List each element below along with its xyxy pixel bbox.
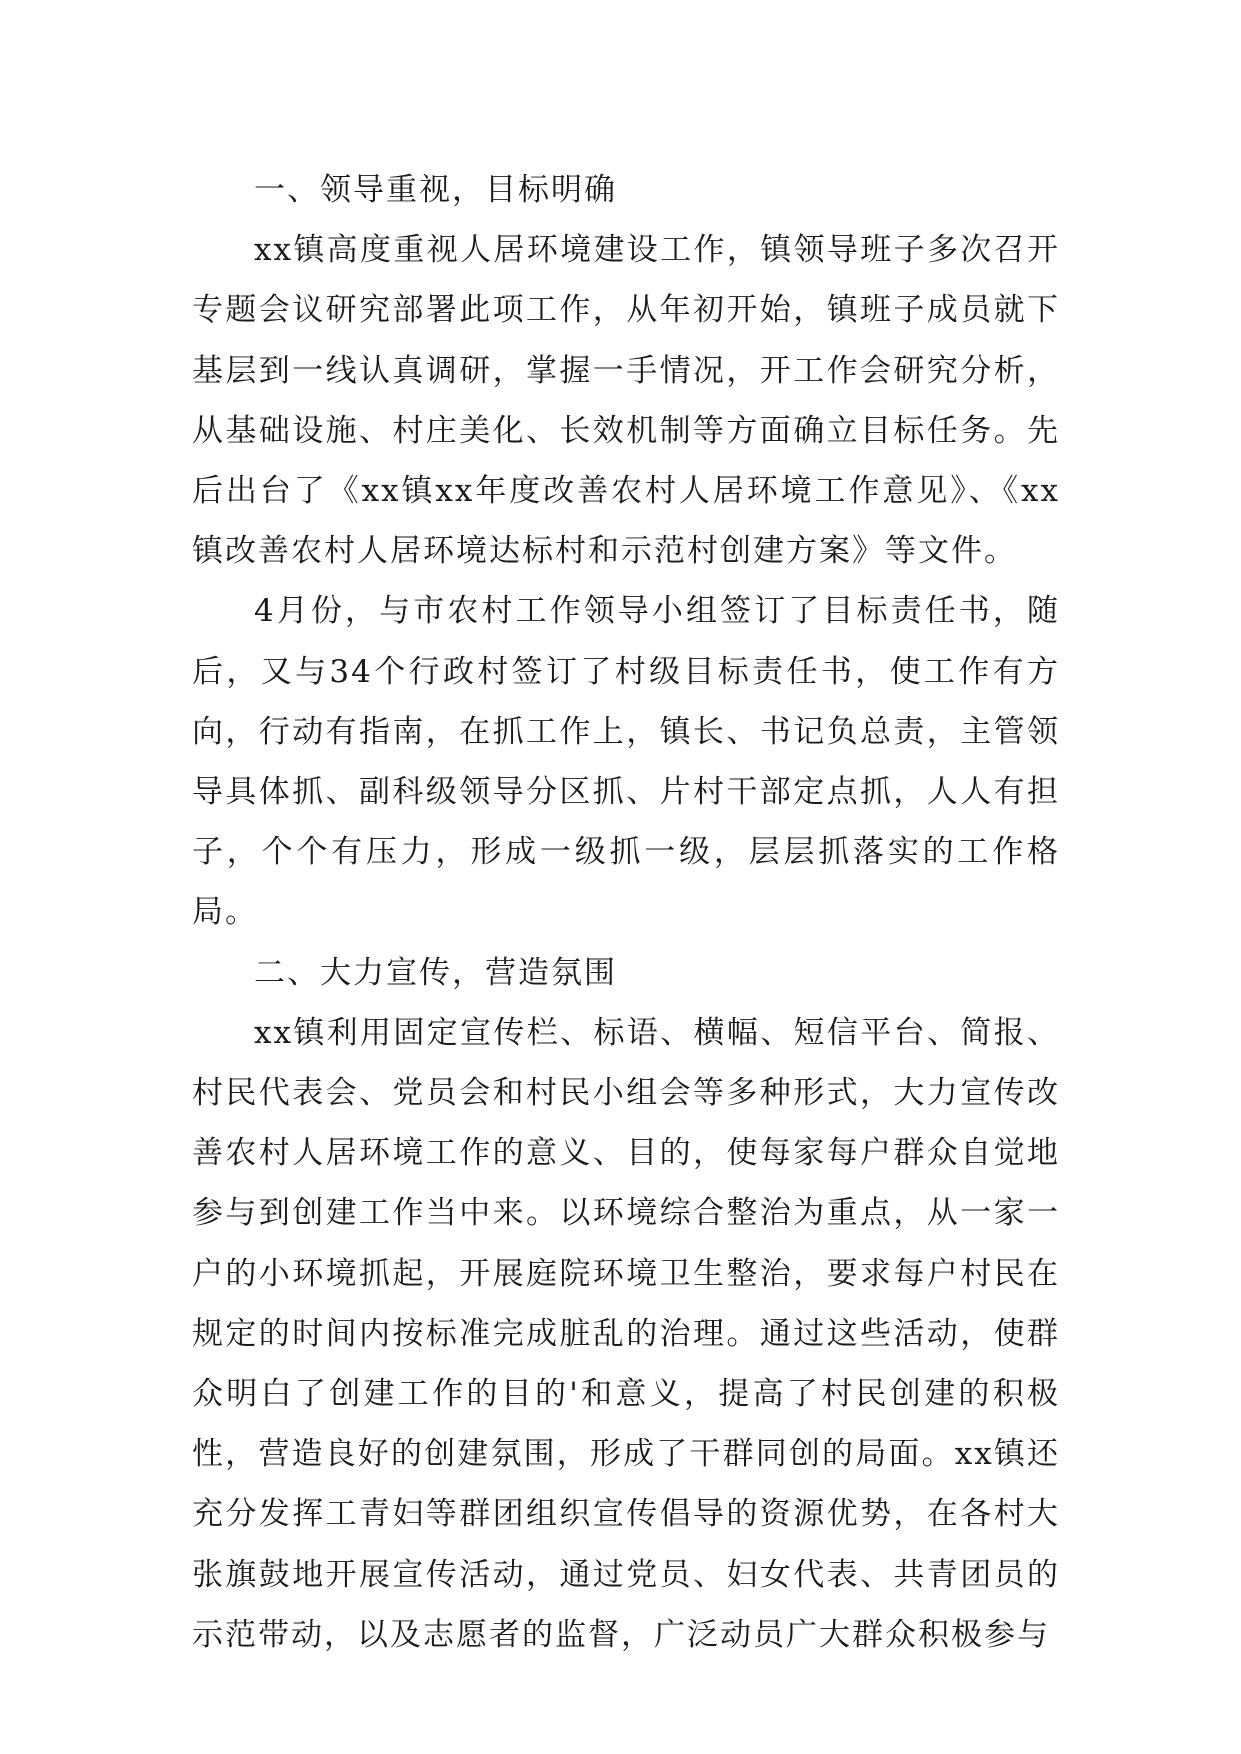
document-body xyxy=(192,160,1060,1665)
section-heading-2: 二、大力宣传，营造氛围 xyxy=(254,954,617,991)
paragraph-3: xx镇利用固定宣传栏、标语、横幅、短信平台、简报、村民代表会、党员会和村民小组会等多种形式，大力宣传改善农村人居环境工作的意义、目的，使每家每户群众自觉地参与到创建工作当中来。以环境综合整治为重点，从一家一户的小环境抓起，开展庭院环境卫生整治，要求每户村民在规定的时间内按标准完成脏乱的治理。通过这些活动，使群众明白了创建工作的目的'和意义，提高了村民创建的积极性，营造良好的创建氛围，形成了干群同创的局面。xx镇还充分发挥工青妇等群团组织宣传倡导的资源优势，在各村大张旗鼓地开展宣传活动，通过党员、妇女代表、共青团员的示范带动，以及志愿者的监督，广泛动员广大群众积极参与 xyxy=(192,1014,1060,1653)
paragraph-1: xx镇高度重视人居环境建设工作，镇领导班子多次召开专题会议研究部署此项工作，从年初开始，镇班子成员就下基层到一线认真调研，掌握一手情况，开工作会研究分析，从基础设施、村庄美化、长效机制等方面确立目标任务。先后出台了《xx镇xx年度改善农村人居环境工作意见》、《xx镇改善农村人居环境达标村和示范村创建方案》等文件。 xyxy=(192,232,1060,570)
section-heading-1: 一、领导重视，目标明确 xyxy=(254,172,617,208)
paragraph-2: 4月份，与市农村工作领导小组签订了目标责任书，随后，又与34个行政村签订了村级目标责任书，使工作有方向，行动有指南，在抓工作上，镇长、书记负总责，主管领导具体抓、副科级领导分区抓、片村干部定点抓，人人有担子，个个有压力，形成一级抓一级，层层抓落实的工作格局。 xyxy=(192,593,1060,931)
